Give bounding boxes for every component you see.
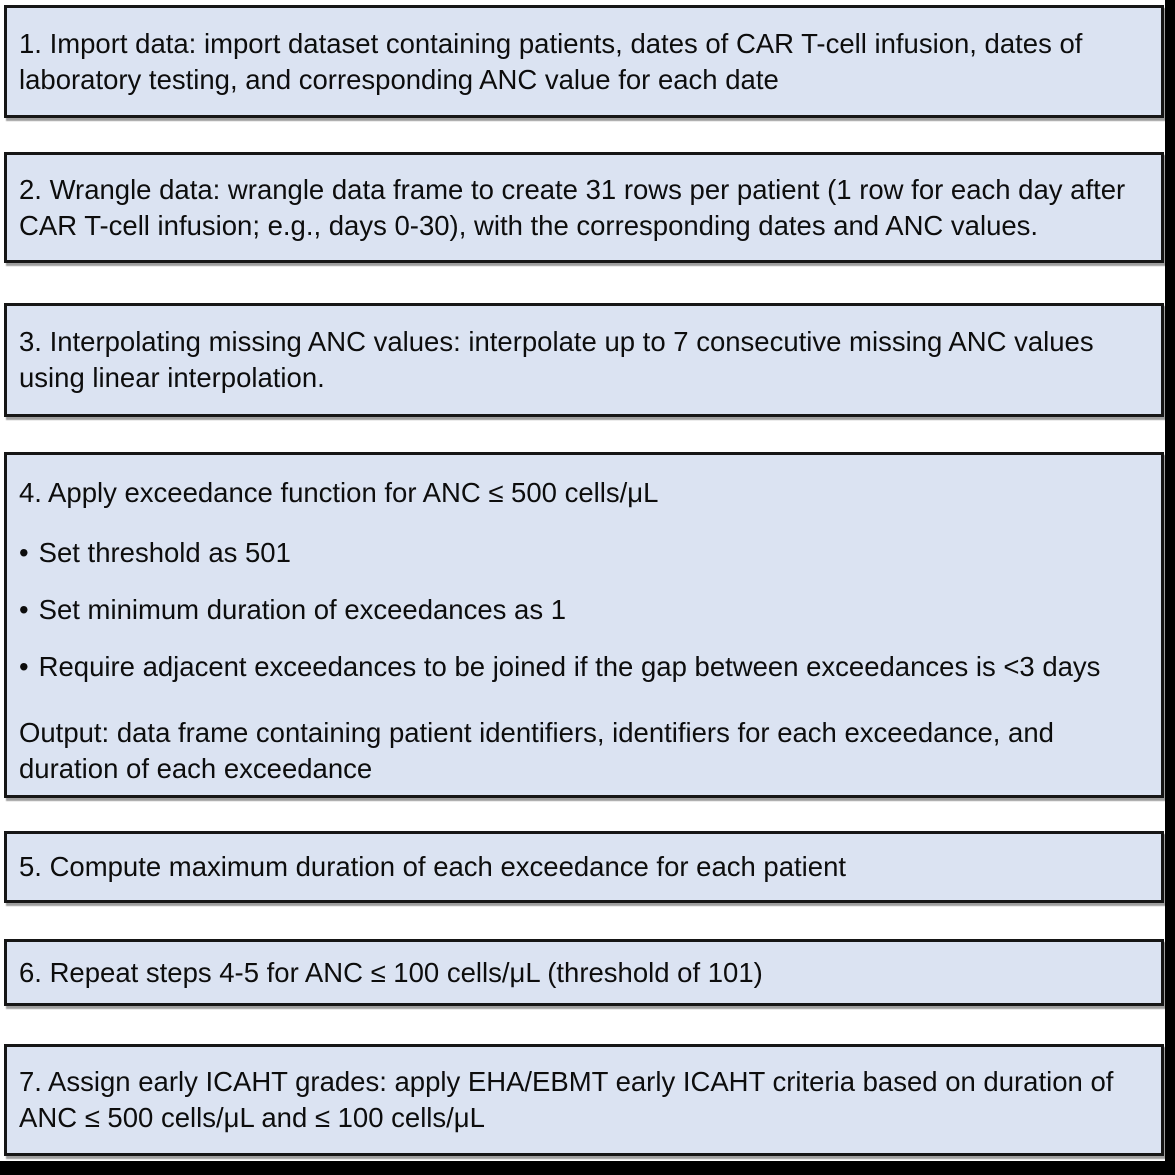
step-title-exceedance-function: 4. Apply exceedance function for ANC ≤ 500 cells/μL [19, 477, 659, 508]
bullet-text-join-gap: Require adjacent exceedances to be joined if the gap between exceedances is <3 days [38, 651, 1101, 682]
step-box-wrangle-data [4, 152, 1164, 263]
step-box-repeat-steps [4, 939, 1164, 1006]
bullet-text-min-duration: Set minimum duration of exceedances as 1 [38, 594, 567, 625]
step-text-assign-icaht-grades: 7. Assign early ICAHT grades: apply EHA/EBMT early ICAHT criteria based on duration of ANC ≤ 500 cells/μL and ≤ 100 cells/μL [19, 1066, 1114, 1133]
step-output-description: Output: data frame containing patient identifiers, identifiers for each exceedance, and duration of each exceedance [19, 717, 1054, 784]
bullet-icon: • [19, 537, 29, 568]
step-box-assign-icaht-grades [4, 1044, 1164, 1156]
bullet-icon: • [19, 651, 29, 682]
step-box-interpolate-missing [4, 303, 1164, 417]
step-text-import-data: 1. Import data: import dataset containing patients, dates of CAR T-cell infusion, dates of laboratory testing, and corresponding ANC value for each date [19, 27, 1083, 95]
bullet-item-min-duration [19, 592, 1149, 628]
step-text-max-duration: 5. Compute maximum duration of each exceedance for each patient [19, 851, 847, 882]
bullet-text-threshold: Set threshold as 501 [38, 537, 291, 568]
bullet-item-join-gap [19, 649, 1149, 685]
bullet-icon: • [19, 594, 29, 625]
bullet-item-threshold [19, 535, 1149, 571]
step-box-exceedance-function [4, 452, 1164, 798]
step-text-wrangle-data: 2. Wrangle data: wrangle data frame to create 31 rows per patient (1 row for each day after CAR T-cell infusion; e.g., days 0-30), with the corresponding dates and ANC values. [19, 173, 1126, 241]
step-box-import-data [4, 5, 1164, 118]
step-text-interpolate-missing: 3. Interpolating missing ANC values: interpolate up to 7 consecutive missing ANC values using linear interpolation. [19, 326, 1094, 393]
step-box-max-duration [4, 831, 1164, 903]
frame-edge-bottom [0, 1161, 1175, 1175]
frame-edge-right [1165, 0, 1175, 1175]
step-text-repeat-steps: 6. Repeat steps 4-5 for ANC ≤ 100 cells/μL (threshold of 101) [19, 956, 763, 988]
